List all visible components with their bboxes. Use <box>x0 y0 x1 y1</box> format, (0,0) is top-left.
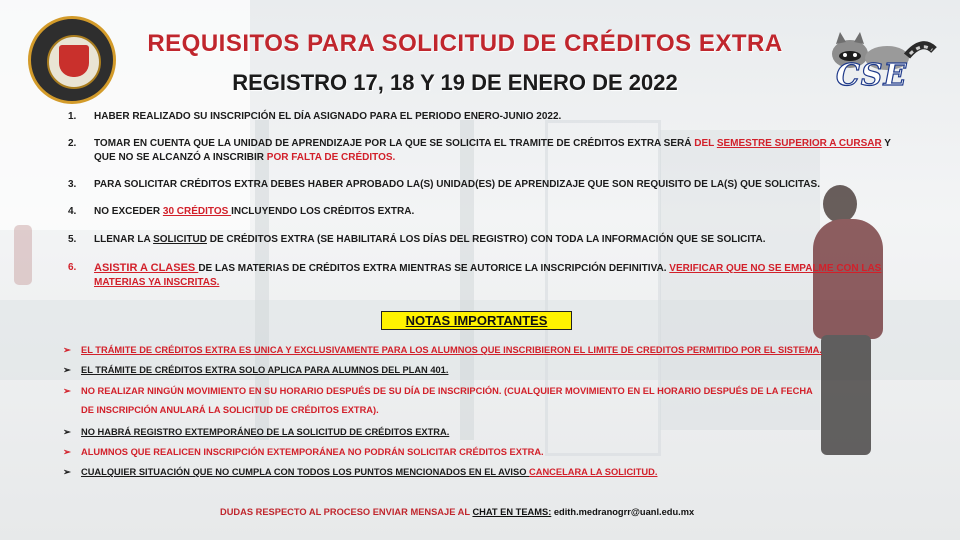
arrow-icon: ➢ <box>63 467 71 477</box>
requirement-number: 6. <box>68 262 77 273</box>
requirement-item <box>64 110 894 124</box>
contact-footer: DUDAS RESPECTO AL PROCESO ENVIAR MENSAJE AL CHAT EN TEAMS: edith.medranogrr@uanl.edu.mx <box>220 507 695 517</box>
arrow-icon: ➢ <box>63 386 71 396</box>
arrow-icon: ➢ <box>63 345 71 355</box>
requirement-text: PARA SOLICITAR CRÉDITOS EXTRA DEBES HABER APROBADO LA(S) UNIDAD(ES) DE APRENDIZAJE QUE SON REQUISITO DE LA(S) QUE SOLICITAS. <box>94 179 820 190</box>
requirement-number: 5. <box>68 234 77 245</box>
requirement-text: TOMAR EN CUENTA QUE LA UNIDAD DE APRENDIZAJE POR LA QUE SE SOLICITA EL TRAMITE DE CRÉDITOS EXTRA SERÁ DEL SEMESTRE SUPERIOR A CURSAR Y QUE NO SE ALCANZÓ A INSCRIBIR POR FALTA DE CRÉDITOS. <box>94 138 891 163</box>
contact-email[interactable]: edith.medranogrr@uanl.edu.mx <box>551 507 695 517</box>
requirement-number: 2. <box>68 138 77 149</box>
requirement-number: 1. <box>68 111 77 122</box>
requirement-text: HABER REALIZADO SU INSCRIPCIÓN EL DÍA ASIGNADO PARA EL PERIODO ENERO-JUNIO 2022. <box>94 111 562 122</box>
fire-extinguisher <box>14 225 32 285</box>
note-item-continuation: DE INSCRIPCIÓN ANULARÁ LA SOLICITUD DE CRÉDITOS EXTRA). <box>81 405 379 415</box>
requirement-item <box>64 261 894 290</box>
requirement-item <box>64 233 894 247</box>
requirement-number: 3. <box>68 179 77 190</box>
note-item: ➢ EL TRÁMITE DE CRÉDITOS EXTRA SOLO APLICA PARA ALUMNOS DEL PLAN 401. <box>63 365 449 375</box>
faculty-seal-icon <box>28 16 116 104</box>
note-item: ➢ NO REALIZAR NINGÚN MOVIMIENTO EN SU HORARIO DESPUÉS DE SU DÍA DE INSCRIPCIÓN. (CUALQUIER MOVIMIENTO EN EL HORARIO DESPUÉS DE LA FECHA <box>63 386 813 396</box>
notes-heading: NOTAS IMPORTANTES <box>381 311 572 330</box>
note-item: ➢ NO HABRÁ REGISTRO EXTEMPORÁNEO DE LA SOLICITUD DE CRÉDITOS EXTRA. <box>63 427 450 437</box>
arrow-icon: ➢ <box>63 427 71 437</box>
requirement-text: ASISTIR A CLASES DE LAS MATERIAS DE CRÉDITOS EXTRA MIENTRAS SE AUTORICE LA INSCRIPCIÓN DEFINITIVA. VERIFICAR QUE NO SE EMPALME CON LAS MATERIAS YA INSCRITAS. <box>94 262 882 288</box>
requirement-text: LLENAR LA SOLICITUD DE CRÉDITOS EXTRA (SE HABILITARÁ LOS DÍAS DEL REGISTRO) CON TODA LA INFORMACIÓN QUE SE SOLICITA. <box>94 234 766 245</box>
requirement-item <box>64 137 894 165</box>
requirement-number: 4. <box>68 206 77 217</box>
requirement-text: NO EXCEDER 30 CRÉDITOS INCLUYENDO LOS CRÉDITOS EXTRA. <box>94 206 415 217</box>
requirement-item <box>64 205 894 219</box>
note-item: ➢ EL TRÁMITE DE CRÉDITOS EXTRA ES UNICA Y EXCLUSIVAMENTE PARA LOS ALUMNOS QUE INSCRIBIERON EL LIMITE DE CREDITOS PERMITIDO POR EL SISTEMA. <box>63 345 822 355</box>
arrow-icon: ➢ <box>63 447 71 457</box>
page-subtitle: REGISTRO 17, 18 Y 19 DE ENERO DE 2022 <box>232 70 678 95</box>
cse-text: CSE <box>836 58 908 93</box>
note-item: ➢ CUALQUIER SITUACIÓN QUE NO CUMPLA CON TODOS LOS PUNTOS MENCIONADOS EN EL AVISO CANCELARA LA SOLICITUD. <box>63 467 658 477</box>
page-title: REQUISITOS PARA SOLICITUD DE CRÉDITOS EXTRA <box>147 30 783 57</box>
arrow-icon: ➢ <box>63 365 71 375</box>
note-item: ➢ ALUMNOS QUE REALICEN INSCRIPCIÓN EXTEMPORÁNEA NO PODRÁN SOLICITAR CRÉDITOS EXTRA. <box>63 447 544 457</box>
requirement-item <box>64 178 894 192</box>
background-person <box>805 185 895 455</box>
cse-logo <box>822 28 937 98</box>
